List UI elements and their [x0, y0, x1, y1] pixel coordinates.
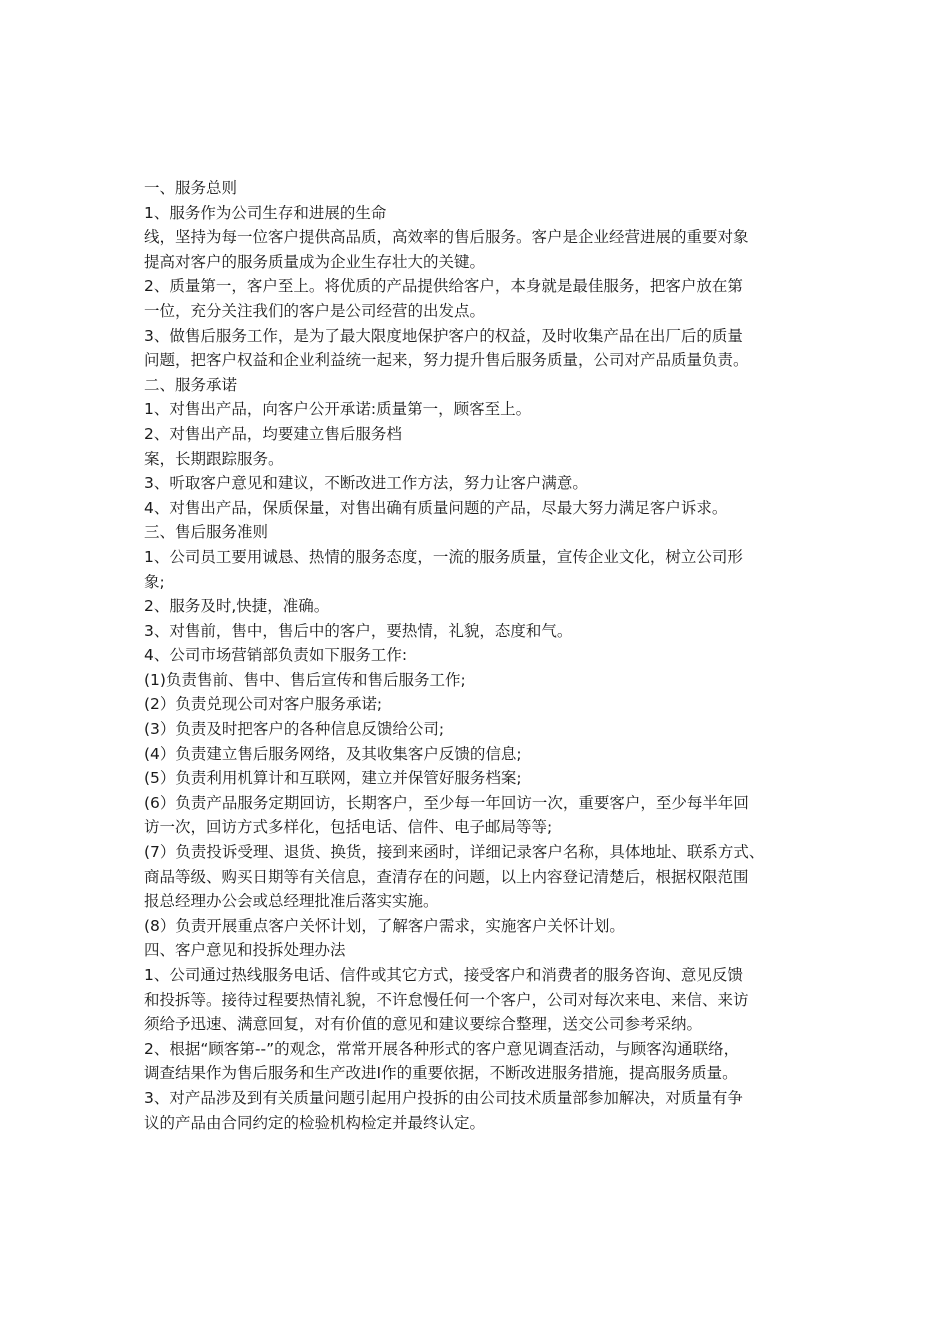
paragraph-line: 议的产品由合同约定的检验机构检定并最终认定。 — [144, 1113, 486, 1132]
paragraph-line: 一位，充分关注我们的客户是公司经营的出发点。 — [144, 301, 486, 320]
paragraph-line: 2、质量第一，客户至上。将优质的产品提供给客户，本身就是最佳服务，把客户放在第 — [144, 277, 743, 296]
section-heading: 二、服务承诺 — [144, 375, 238, 394]
paragraph-line: 提高对客户的服务质量成为企业生存壮大的关键。 — [144, 252, 486, 271]
section-heading: 四、客户意见和投拆处理办法 — [144, 941, 346, 960]
paragraph-line: 3、对产品涉及到有关质量问题引起用户投拆的由公司技术质量部参加解决，对质量有争 — [144, 1088, 743, 1107]
paragraph-line: 2、服务及时,快捷，准确。 — [144, 597, 330, 616]
paragraph-line: 3、对售前，售中，售后中的客户，要热情，礼貌，态度和气。 — [144, 621, 573, 640]
paragraph-line: 2、对售出产品，均要建立售后服务档 — [144, 424, 402, 443]
list-item: (4）负责建立售后服务网络，及其收集客户反馈的信息; — [144, 744, 522, 763]
list-item: (8）负责开展重点客户关怀计划，了解客户需求，实施客户关怀计划。 — [144, 916, 625, 935]
paragraph-line: 1、公司通过热线服务电话、信件或其它方式，接受客户和消费者的服务咨询、意见反馈 — [144, 966, 743, 984]
list-item: (3）负责及时把客户的各种信息反馈给公司; — [144, 720, 445, 739]
list-item: (2）负责兑现公司对客户服务承诺; — [144, 695, 383, 714]
list-item: (1)负责售前、售中、售后宣传和售后服务工作; — [144, 670, 466, 689]
paragraph-line: 3、做售后服务工作，是为了最大限度地保护客户的权益，及时收集产品在出厂后的质量 — [144, 326, 743, 345]
paragraph-line: 1、公司员工要用诚恳、热情的服务态度，一流的服务质量，宣传企业文化，树立公司形 — [144, 547, 743, 566]
paragraph-line: 3、听取客户意见和建议，不断改进工作方法，努力让客户满意。 — [144, 474, 588, 493]
paragraph-line: 2、根据“顾客第--”的观念，常常开展各种形式的客户意见调查活动，与顾客沟通联络， — [144, 1039, 740, 1058]
list-item: 报总经理办公会或总经理批准后落实实施。 — [144, 892, 439, 911]
list-item: (5）负责利用机算计和互联网，建立并保管好服务档案; — [144, 769, 522, 788]
paragraph-line: 问题，把客户权益和企业利益统一起来，努力提升售后服务质量，公司对产品质量负责。 — [144, 351, 749, 370]
paragraph-line: 象; — [144, 572, 165, 591]
section-heading: 三、售后服务准则 — [144, 523, 269, 542]
paragraph-line: 4、对售出产品，保质保量，对售出确有质量问题的产品，尽最大努力满足客户诉求。 — [144, 498, 728, 517]
document-body — [144, 176, 816, 1135]
list-item: (7）负责投诉受理、退货、换货，接到来函时，详细记录客户名称，具体地址、联系方式、 — [144, 843, 765, 862]
section-heading: 一、服务总则 — [144, 179, 238, 197]
paragraph-line: 4、公司市场营销部负责如下服务工作: — [144, 646, 408, 665]
paragraph-line: 调查结果作为售后服务和生产改进Ⅰ作的重要依据，不断改进服务措施，提高服务质量。 — [144, 1064, 738, 1083]
paragraph-line: 和投拆等。接待过程要热情礼貌，不许怠慢任何一个客户，公司对每次来电、来信、来访 — [144, 990, 749, 1009]
list-item: (6）负责产品服务定期回访，长期客户，至少每一年回访一次，重要客户，至少每半年回 — [144, 793, 749, 812]
paragraph-line: 1、服务作为公司生存和进展的生命 — [144, 203, 387, 222]
paragraph-line: 须给予迅速、满意回复，对有价值的意见和建议要综合整理，送交公司参考采纳。 — [144, 1015, 703, 1034]
paragraph-line: 案，长期跟踪服务。 — [144, 449, 284, 468]
list-item: 访一次，回访方式多样化，包括电话、信件、电子邮局等等; — [144, 818, 553, 837]
paragraph-line: 线，坚持为每一位客户提供高品质，高效率的售后服务。客户是企业经营进展的重要对象 — [144, 228, 749, 247]
list-item: 商品等级、购买日期等有关信息，查清存在的问题，以上内容登记清楚后，根据权限范围 — [144, 867, 749, 886]
paragraph-line: 1、对售出产品，向客户公开承诺:质量第一，顾客至上。 — [144, 400, 532, 419]
